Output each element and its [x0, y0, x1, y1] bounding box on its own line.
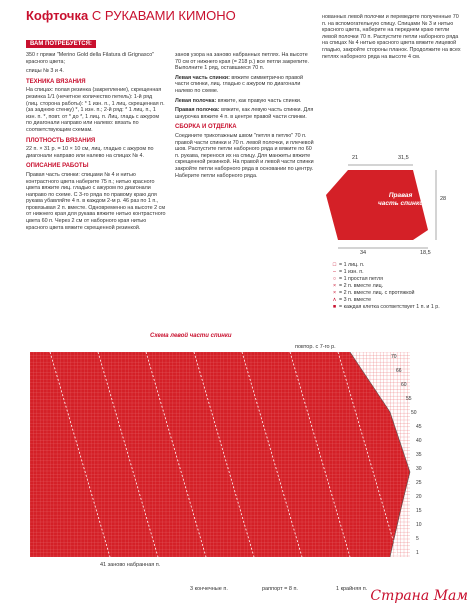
- legend-symbol-icon: ×: [332, 283, 337, 289]
- tech-title: ТЕХНИКА ВЯЗАНИЯ: [26, 78, 86, 85]
- row-marker: 35: [416, 452, 422, 458]
- row-marker: 66: [396, 368, 402, 374]
- page-title: Кофточка С РУКАВАМИ КИМОНО: [26, 8, 236, 23]
- work-body: Правая часть спинки: спицами № 4 и нитью контрастного цвета наберите 75 п.; нитью красного цвета вяжите лиц. гладью с ажуром по диагонали направо по схеме. С 3-го ряда по правому краю для рукава убавляйте 4 п. в каждом 2-м р. 46 раз по 1 п., провязывая 2 п. вместе. Одновременно на высоте 2 см от нижнего края для рукава вяжите нитью контрастного цвета 60 п. Через 2 см от наборного края нитью красного цвета вяжите скрещенной резинкой.: [26, 171, 166, 231]
- mid-body1: занов узора на заново набранных петлях. На высоте 70 см от нижнего края (= 218 р.) все петли закрепите. Выполните 1 ряд, оставшиеся 70 п.: [175, 52, 310, 72]
- front-left-title: Левая полочка:: [175, 97, 217, 104]
- legend-symbol-icon: □: [332, 262, 337, 268]
- legend-item: [330, 262, 440, 269]
- watermark: Страна Мам: [370, 588, 468, 604]
- legend: [330, 262, 440, 311]
- legend-text: = 1 лиц. п.: [339, 262, 365, 268]
- right-column: [322, 14, 464, 63]
- density-title: ПЛОТНОСТЬ ВЯЗАНИЯ: [26, 137, 96, 144]
- dim-28: 28: [440, 196, 447, 202]
- schema-bottom-mid1: 3 кончечные п.: [190, 586, 228, 592]
- right-body1: нованных левой полочки и переведите полученные 70 п. на вспомогательную спицу. Спицами № 3 и нитью красного цвета, наберите на переднем краю петли левой полочки 70 п. Распустите петли наборного ряда на спицах № 4 нитью красного цвета вяжите лицевой гладью, закройте стороны планок. Продолжите на всех петлях наборного ряда на высоте 4 см.: [322, 14, 461, 60]
- row-marker: 50: [411, 410, 417, 416]
- legend-text: = 1 изн. п.: [339, 269, 364, 275]
- front-left-body: вяжите, как правую часть спинки.: [217, 97, 302, 104]
- work-title: ОПИСАНИЕ РАБОТЫ: [26, 163, 89, 170]
- density-body: 22 п. × 31 р. = 10 × 10 см, лиц. гладью с ажуром по диагонали направо или налево на спицах № 4.: [26, 146, 154, 159]
- legend-item: [330, 304, 440, 311]
- stitch-chart: [30, 352, 450, 567]
- back-left-body: вяжите симметрично правой части спинки, лиц. гладью с ажуром по диагонали налево по схеме.: [175, 74, 304, 94]
- legend-symbol-icon: ○: [332, 276, 337, 282]
- tech-body: На спицах: полая резинка (закрепление), скрещенная резинка 1/1 (нечетное количество петель): 1-й ряд (лиц. сторона работы): * 1 изн. п., 1 лиц. скрещенная п. (за заднюю стенку) *, 1 изн. п.; 2-й ряд: * 1 лиц. п., 1 изн. п. *, повт. от * до *, 1 лиц. п. Лиц. гладь с ажуром по диагонали направо или налево: вязать по соответствующим схемам.: [26, 87, 165, 133]
- front-right-body: вяжите, как левую часть спинки. Для шнурочка вяжите 4 п. в центре правой части спинки.: [175, 107, 314, 120]
- row-marker: 70: [391, 354, 397, 360]
- materials-tag: ВАМ ПОТРЕБУЕТСЯ:: [26, 40, 96, 48]
- row-marker: 25: [416, 480, 422, 486]
- legend-text: = каждая клетка соответствует 1 п. и 1 р.: [339, 304, 440, 310]
- middle-column: [175, 52, 315, 182]
- legend-symbol-icon: –: [333, 269, 336, 275]
- back-left-title: Левая часть спинки:: [175, 74, 230, 81]
- dim-18-5: 18,5: [420, 250, 431, 256]
- dim-21: 21: [352, 155, 359, 161]
- row-marker: 15: [416, 508, 422, 514]
- diagram-label: Правая часть спинки: [378, 192, 424, 207]
- assembly-title: СБОРКА И ОТДЕЛКА: [175, 124, 237, 131]
- materials-text1: 350 г пряжи "Merino Gold della Filatura di Grignasco" красного цвета;: [26, 52, 155, 65]
- row-marker: 20: [416, 494, 422, 500]
- legend-item: [330, 269, 440, 276]
- row-marker: 40: [416, 438, 422, 444]
- legend-text: = 1 простая петля: [339, 276, 383, 282]
- legend-symbol-icon: ■: [332, 304, 337, 310]
- legend-symbol-icon: ∧: [332, 297, 337, 303]
- legend-item: [330, 283, 440, 290]
- legend-text: = 3 п. вместе: [339, 297, 372, 303]
- row-marker: 1: [416, 550, 419, 556]
- schema-bottom-mid2: раппорт = 8 п.: [262, 586, 298, 592]
- schema-bottom-left: 41 заново набранная п.: [100, 562, 161, 568]
- row-marker: 60: [401, 382, 407, 388]
- row-marker: 5: [416, 536, 419, 542]
- row-marker: 30: [416, 466, 422, 472]
- dim-34: 34: [360, 250, 367, 256]
- front-right-title: Правая полочка:: [175, 107, 220, 114]
- assembly-body: Соедините трикотажным швом "петля в петлю" 70 п. правой части спинки и 70 п. левой полочки, и плечевой шов. Распустите петли наборного ряда и вяжите по 60 п. рукава, перенося их на спицу. Для манжеты вяжите скрещенной резинкой. На правой и левой части спинки закройте петли наборного ряда в основании по центру. Наберите петли наборного ряда.: [175, 132, 314, 179]
- schema-top-label: повтор. с 7-го р.: [295, 344, 336, 350]
- row-marker: 55: [406, 396, 412, 402]
- schema-title: Схема левой части спинки: [150, 333, 232, 339]
- legend-item: [330, 290, 440, 297]
- legend-text: = 2 п. вместе лиц.: [339, 283, 384, 289]
- legend-symbol-icon: ×: [332, 290, 337, 296]
- legend-item: [330, 297, 440, 304]
- legend-text: = 2 п. вместе лиц. с протяжкой: [339, 290, 415, 296]
- row-marker: 45: [416, 424, 422, 430]
- row-marker: 10: [416, 522, 422, 528]
- left-column: [26, 52, 166, 234]
- legend-item: [330, 276, 440, 283]
- schema-bottom-right: 1 крайняя п.: [336, 586, 368, 592]
- materials-text2: спицы № 3 и 4.: [26, 68, 64, 75]
- dim-31-5: 31,5: [398, 155, 409, 161]
- pattern-shape-diagram: [318, 160, 468, 260]
